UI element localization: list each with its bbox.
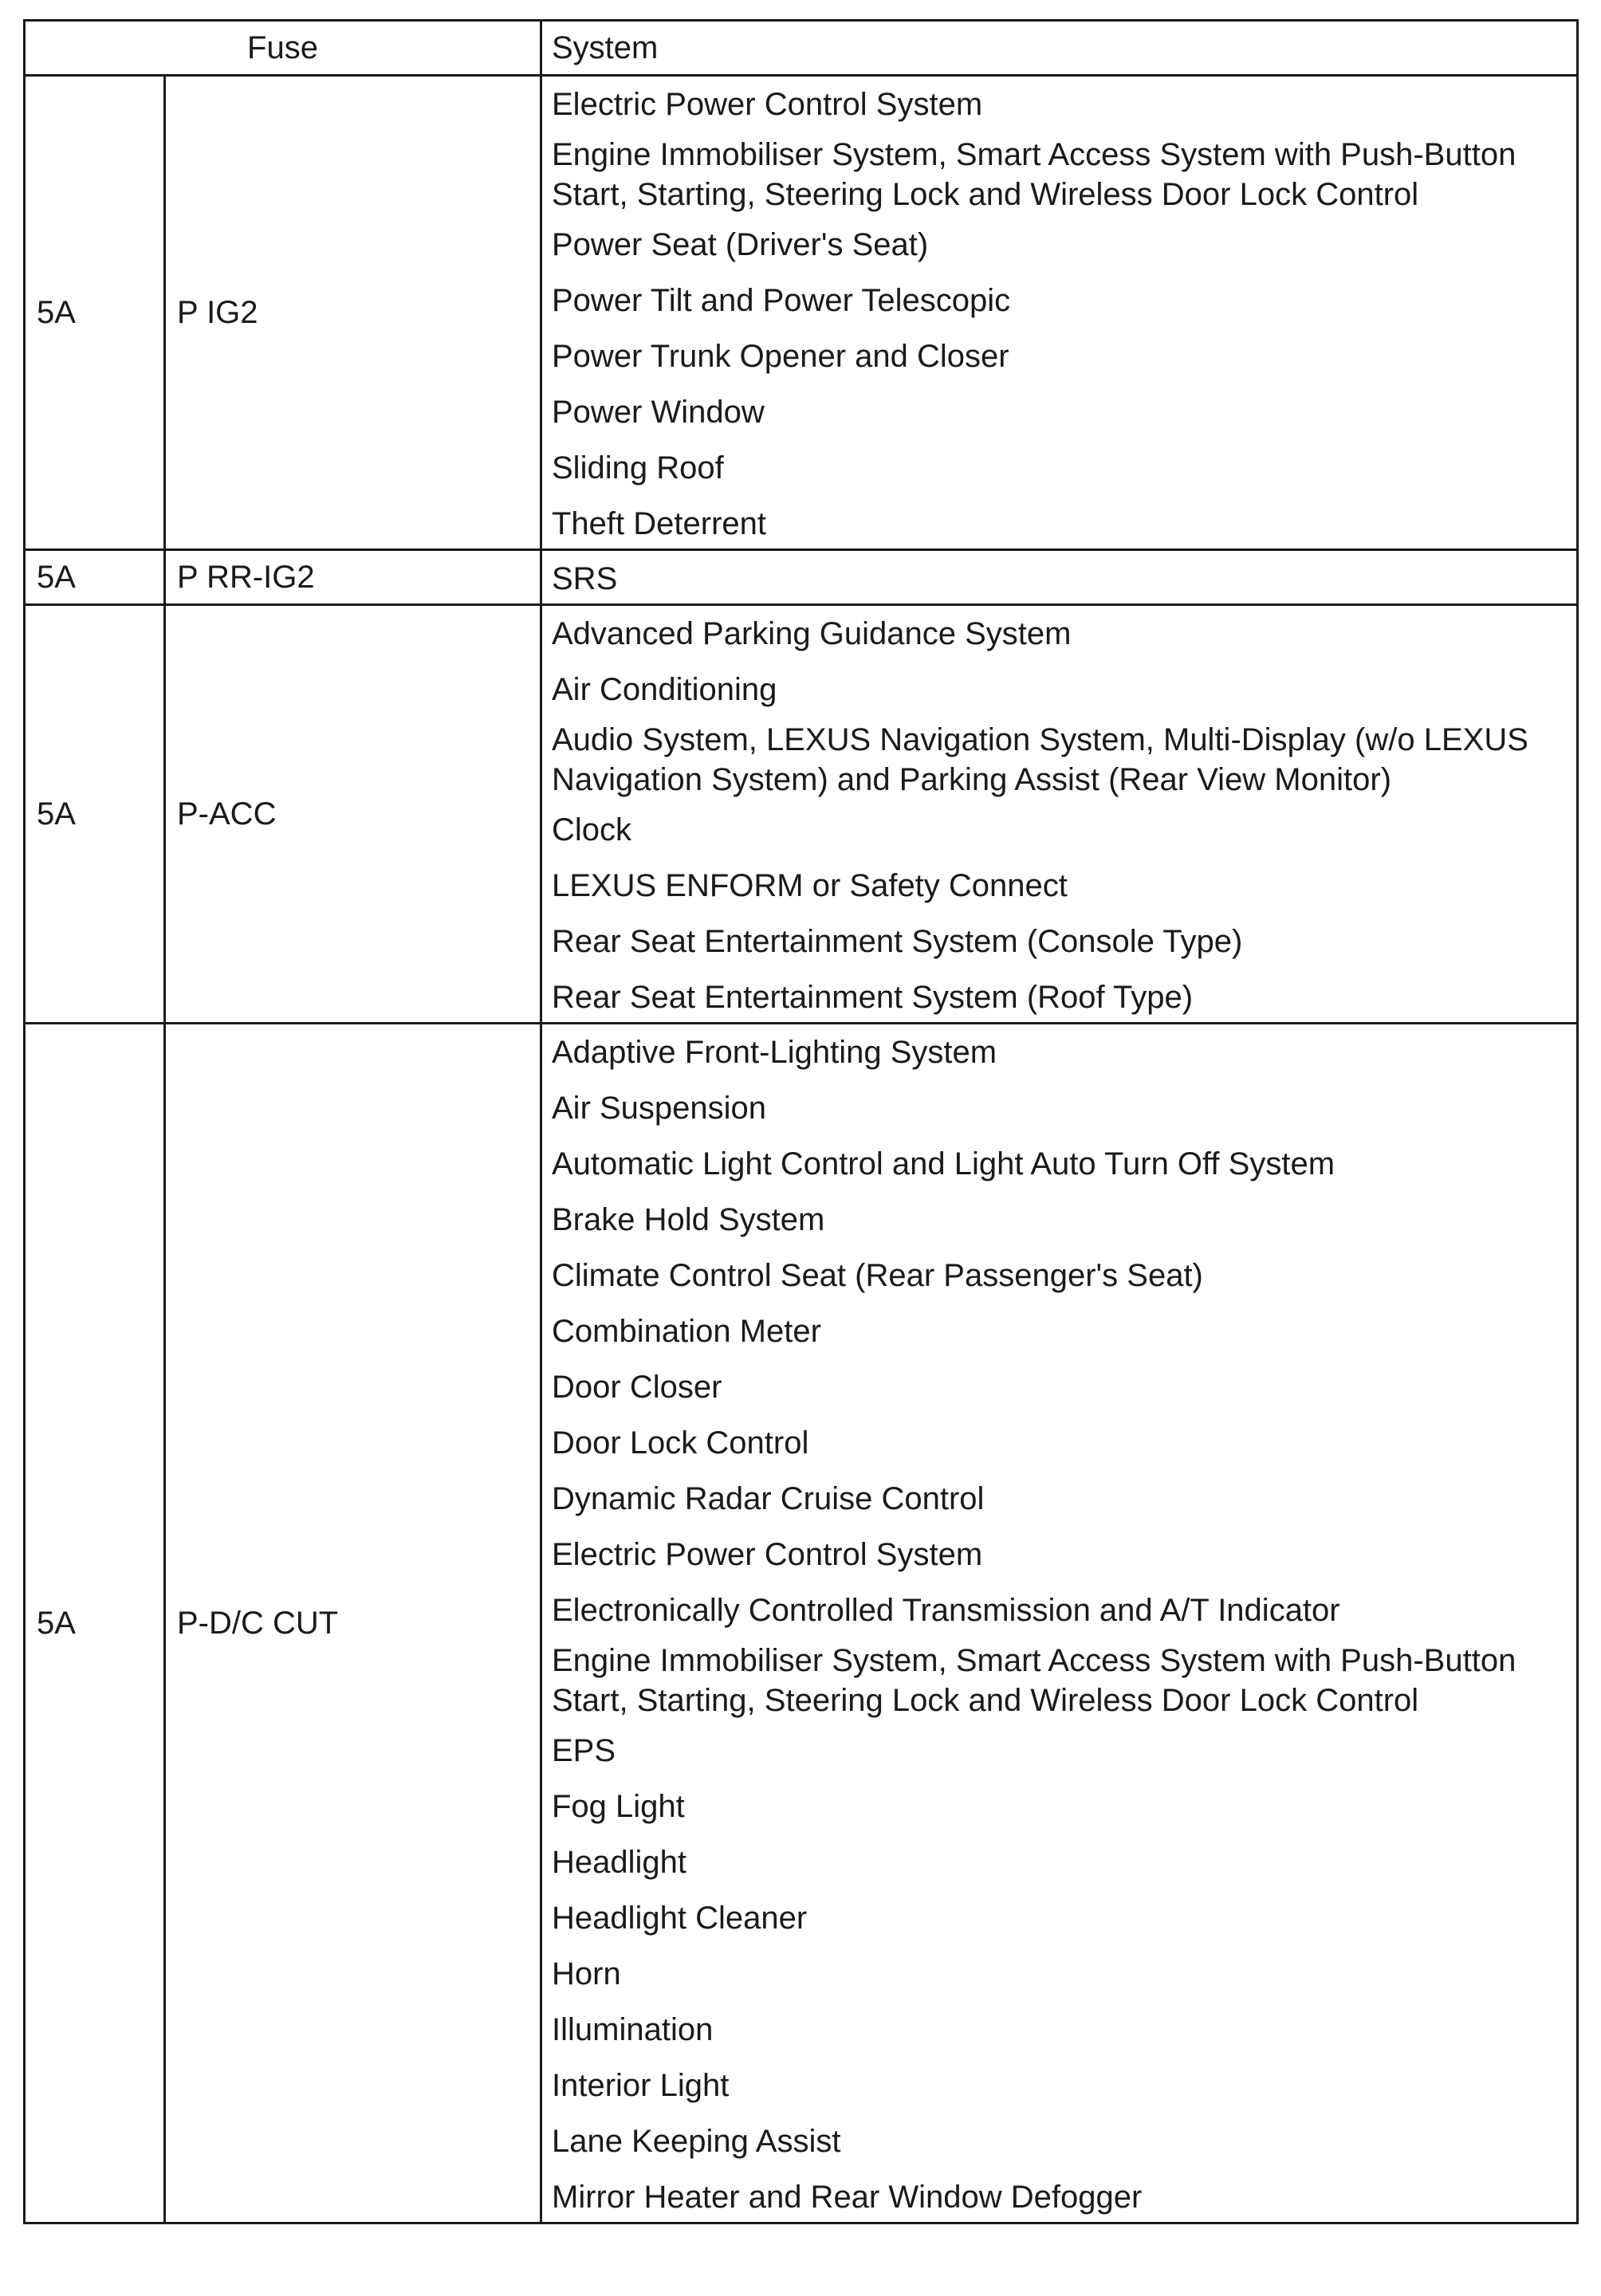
system-item: Power Tilt and Power Telescopic bbox=[552, 283, 1011, 318]
system-item: Advanced Parking Guidance System bbox=[552, 616, 1072, 651]
fuse-name: P IG2 bbox=[165, 76, 541, 550]
system-item: Interior Light bbox=[552, 2068, 730, 2103]
system-item: Mirror Heater and Rear Window Defogger bbox=[552, 2180, 1143, 2215]
fuse-amperage: 5A bbox=[25, 76, 165, 550]
fuse-systems bbox=[541, 76, 1578, 550]
fuse-row bbox=[25, 76, 1578, 550]
fuse-row bbox=[25, 1024, 1578, 2223]
header-fuse: Fuse bbox=[25, 21, 541, 76]
system-item: Brake Hold System bbox=[552, 1202, 825, 1237]
system-item: Combination Meter bbox=[552, 1314, 821, 1349]
header-row bbox=[25, 21, 1578, 76]
fuse-name: P-ACC bbox=[165, 605, 541, 1024]
fuse-name: P RR-IG2 bbox=[165, 550, 541, 605]
header-system: System bbox=[541, 21, 1578, 76]
system-item: Lane Keeping Assist bbox=[552, 2124, 841, 2159]
system-item: LEXUS ENFORM or Safety Connect bbox=[552, 868, 1068, 903]
system-item: Horn bbox=[552, 1956, 621, 1991]
fuse-amperage: 5A bbox=[25, 1024, 165, 2223]
system-item: Engine Immobiliser System, Smart Access System with Push-Button Start, Starting, Steering Lock and Wireless Door Lock Control bbox=[552, 1643, 1516, 1718]
system-item: Clock bbox=[552, 812, 632, 847]
system-item: Power Seat (Driver's Seat) bbox=[552, 227, 929, 262]
system-item: Door Closer bbox=[552, 1370, 722, 1405]
system-item: Rear Seat Entertainment System (Roof Type) bbox=[552, 980, 1194, 1015]
system-item: Climate Control Seat (Rear Passenger's Seat) bbox=[552, 1258, 1203, 1293]
system-item: Headlight Cleaner bbox=[552, 1901, 808, 1936]
system-item: Automatic Light Control and Light Auto Turn Off System bbox=[552, 1146, 1335, 1181]
system-item: Audio System, LEXUS Navigation System, Multi-Display (w/o LEXUS Navigation System) and Parking Assist (Rear View Monitor) bbox=[552, 722, 1528, 797]
system-item: Sliding Roof bbox=[552, 450, 724, 486]
fuse-systems bbox=[541, 605, 1578, 1024]
system-item: Electronically Controlled Transmission and A/T Indicator bbox=[552, 1593, 1340, 1628]
fuse-systems bbox=[541, 550, 1578, 605]
system-item: Air Conditioning bbox=[552, 672, 777, 707]
fuse-row bbox=[25, 605, 1578, 1024]
system-item: Engine Immobiliser System, Smart Access System with Push-Button Start, Starting, Steering Lock and Wireless Door Lock Control bbox=[552, 137, 1516, 212]
system-item: Power Trunk Opener and Closer bbox=[552, 339, 1009, 374]
system-item: Illumination bbox=[552, 2012, 714, 2047]
system-item: Dynamic Radar Cruise Control bbox=[552, 1481, 985, 1516]
fuse-amperage: 5A bbox=[25, 605, 165, 1024]
system-item: Electric Power Control System bbox=[552, 87, 983, 122]
system-item: Fog Light bbox=[552, 1789, 685, 1824]
system-item: SRS bbox=[552, 561, 618, 596]
fuse-systems bbox=[541, 1024, 1578, 2223]
system-item: Theft Deterrent bbox=[552, 506, 767, 541]
system-item: Electric Power Control System bbox=[552, 1537, 983, 1572]
fuse-table-body bbox=[25, 76, 1578, 2223]
system-item: EPS bbox=[552, 1733, 616, 1768]
system-item: Air Suspension bbox=[552, 1091, 767, 1126]
system-item: Headlight bbox=[552, 1845, 687, 1880]
system-item: Power Window bbox=[552, 395, 765, 430]
fuse-name: P-D/C CUT bbox=[165, 1024, 541, 2223]
system-item: Door Lock Control bbox=[552, 1425, 809, 1461]
fuse-table bbox=[23, 19, 1579, 2224]
fuse-row bbox=[25, 550, 1578, 605]
fuse-amperage: 5A bbox=[25, 550, 165, 605]
system-item: Adaptive Front-Lighting System bbox=[552, 1035, 997, 1070]
system-item: Rear Seat Entertainment System (Console Type) bbox=[552, 924, 1243, 959]
